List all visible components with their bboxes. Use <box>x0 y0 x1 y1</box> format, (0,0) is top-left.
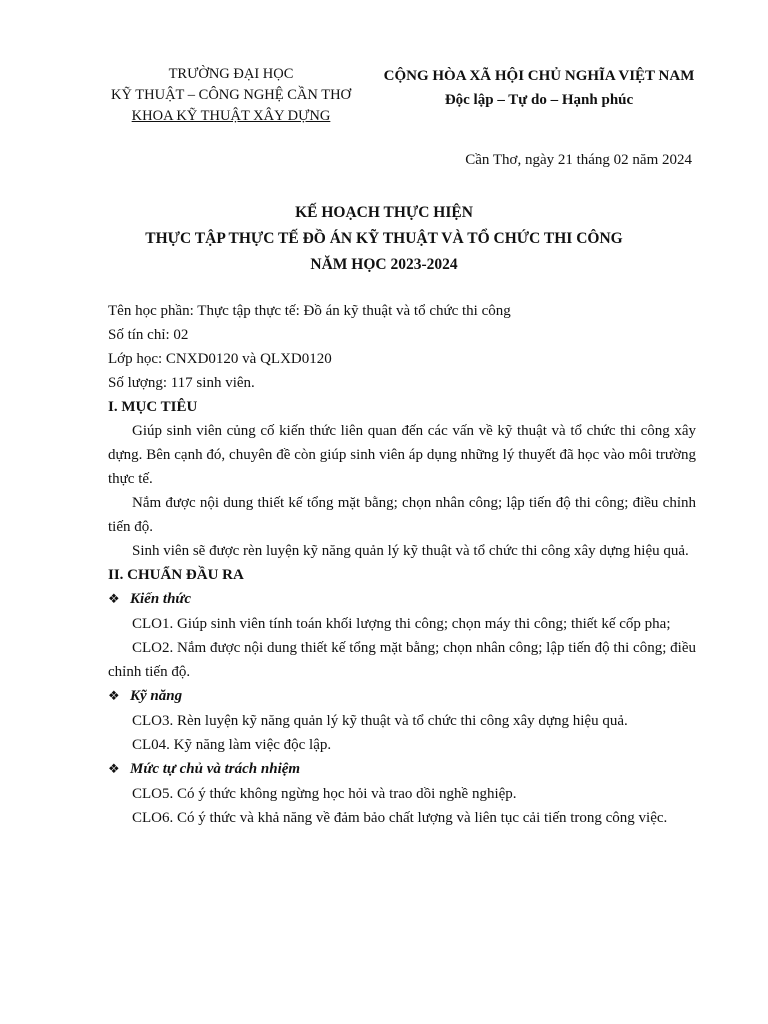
clo6: CLO6. Có ý thức và khả năng về đảm bảo chất lượng và liên tục cải tiến trong công việc. <box>132 810 668 826</box>
institution-header <box>78 64 384 127</box>
diamond-bullet-icon: ❖ <box>108 762 120 777</box>
title-line-1: KẾ HOẠCH THỰC HIỆN <box>295 204 473 221</box>
skills-title: Kỹ năng <box>130 688 183 704</box>
university-line-1: TRƯỜNG ĐẠI HỌC <box>168 66 294 82</box>
nation-name: CỘNG HÒA XÃ HỘI CHỦ NGHĨA VIỆT NAM <box>383 68 695 84</box>
title-line-3: NĂM HỌC 2023-2024 <box>310 256 458 273</box>
date-line: Cần Thơ, ngày 21 tháng 02 năm 2024 <box>465 152 692 168</box>
knowledge-subheading <box>108 587 696 612</box>
document-body <box>108 299 696 830</box>
autonomy-title: Mức tự chủ và trách nhiệm <box>130 761 301 777</box>
course-name: Tên học phần: Thực tập thực tế: Đồ án kỹ thuật và tổ chức thi công <box>108 303 511 319</box>
clo2: CLO2. Nắm được nội dung thiết kế tổng mặt bằng; chọn nhân công; lập tiến độ thi công; điều chỉnh tiến độ. <box>108 640 696 680</box>
skills-subheading <box>108 684 696 709</box>
faculty-name: KHOA KỸ THUẬT XÂY DỰNG <box>131 108 331 124</box>
diamond-bullet-icon: ❖ <box>108 592 120 607</box>
credits: Số tín chỉ: 02 <box>108 327 189 343</box>
clo4: CL04. Kỹ năng làm việc độc lập. <box>132 737 332 753</box>
clo1: CLO1. Giúp sinh viên tính toán khối lượng thi công; chọn máy thi công; thiết kế cốp pha; <box>132 616 671 632</box>
clo5: CLO5. Có ý thức không ngừng học hỏi và trao dồi nghề nghiệp. <box>132 786 517 802</box>
autonomy-subheading <box>108 757 696 782</box>
clo3: CLO3. Rèn luyện kỹ năng quản lý kỹ thuật và tổ chức thi công xây dựng hiệu quả. <box>132 713 628 729</box>
knowledge-title: Kiến thức <box>130 591 192 607</box>
section-outcomes-heading: II. CHUẨN ĐẦU RA <box>108 567 244 583</box>
university-line-2: KỸ THUẬT – CÔNG NGHỆ CẦN THƠ <box>110 87 352 103</box>
national-motto: Độc lập – Tự do – Hạnh phúc <box>444 92 634 108</box>
diamond-bullet-icon: ❖ <box>108 689 120 704</box>
national-header <box>368 64 710 112</box>
section-objectives-heading: I. MỤC TIÊU <box>108 399 198 415</box>
class-list: Lớp học: CNXD0120 và QLXD0120 <box>108 351 332 367</box>
title-line-2: THỰC TẬP THỰC TẾ ĐỒ ÁN KỸ THUẬT VÀ TỔ CHỨC THI CÔNG <box>145 230 623 247</box>
objective-paragraph-2: Nắm được nội dung thiết kế tổng mặt bằng; chọn nhân công; lập tiến độ thi công; điều chỉnh tiến độ. <box>108 495 696 535</box>
objective-paragraph-3: Sinh viên sẽ được rèn luyện kỹ năng quản lý kỹ thuật và tổ chức thi công xây dựng hiệu quả. <box>132 543 689 559</box>
objective-paragraph-1: Giúp sinh viên củng cố kiến thức liên quan đến các vấn về kỹ thuật và tổ chức thi công xây dựng. Bên cạnh đó, chuyên đề còn giúp sinh viên áp dụng những lý thuyết đã học vào môi trường thực tế. <box>108 423 696 487</box>
document-title <box>60 200 708 278</box>
student-count: Số lượng: 117 sinh viên. <box>108 375 255 391</box>
